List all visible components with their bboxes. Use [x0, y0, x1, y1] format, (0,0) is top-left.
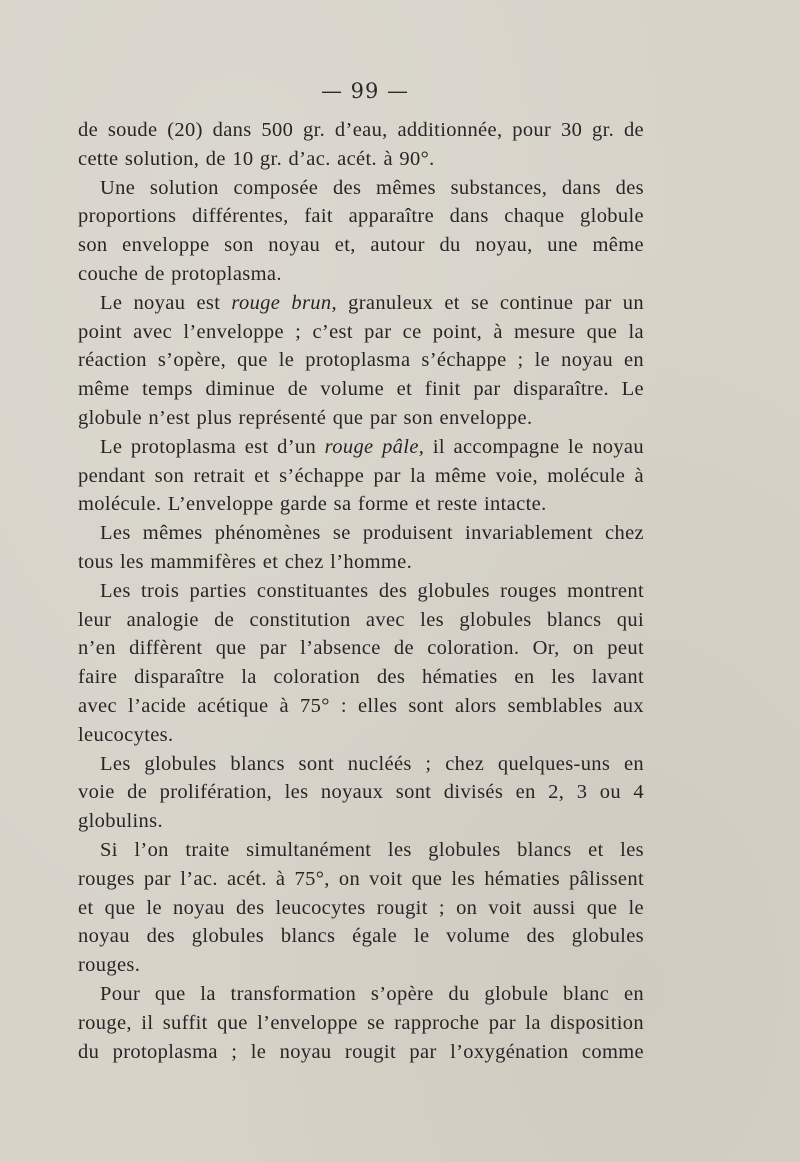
text-line: globulins. [78, 810, 163, 833]
page-number: — 99 — [320, 79, 410, 103]
text-line: du protoplasma ; le noyau rougit par l’oxygénation comme [78, 1040, 644, 1063]
text-line: Les globules blancs sont nucléés ; chez quelques-uns en [100, 752, 644, 775]
text-line: Pour que la transformation s’opère du globule blanc en [100, 982, 644, 1005]
paragraph-4 [78, 433, 644, 519]
text-line: tous les mammifères et chez l’homme. [78, 550, 413, 573]
text-run: granuleux et se continue par un [336, 291, 644, 314]
text-line: et que le noyau des leucocytes rougit ; on voit aussi que le [78, 896, 644, 919]
text-line: son enveloppe son noyau et, autour du noyau, une même [78, 234, 644, 257]
text-line: même temps diminue de volume et finit par disparaître. Le [78, 378, 644, 401]
text-line: cette solution, de 10 gr. d’ac. acét. à 90°. [78, 147, 435, 170]
text-line: Les mêmes phénomènes se produisent invariablement chez [100, 522, 644, 545]
paragraph-7 [78, 750, 644, 836]
text-line: proportions différentes, fait apparaître dans chaque globule [78, 205, 644, 228]
text-line: rouge, il suffit que l’enveloppe se rapproche par la disposition [78, 1011, 644, 1034]
text-line: avec l’acide acétique à 75° : elles sont alors semblables aux [78, 694, 644, 717]
text-line [78, 289, 644, 318]
text-line: couche de protoplasma. [78, 262, 282, 285]
text-line: Si l’on traite simultanément les globules blancs et les [100, 838, 644, 861]
text-line: globule n’est plus représenté que par son enveloppe. [78, 406, 533, 429]
text-line: Les trois parties constituantes des globules rouges montrent [100, 579, 644, 602]
text-line: pendant son retrait et s’échappe par la même voie, molécule à [78, 464, 644, 487]
text-line: point avec l’enveloppe ; c’est par ce point, à mesure que la [78, 320, 644, 343]
italic-run: rouge pâle, [324, 435, 425, 458]
paragraph-2 [78, 174, 644, 289]
text-run: il accompagne le noyau [424, 435, 644, 458]
text-line [78, 433, 644, 462]
text-run: Le noyau est [100, 291, 232, 314]
paragraph-1 [78, 116, 644, 174]
text-line: faire disparaître la coloration des hématies en les lavant [78, 666, 644, 689]
text-line: de soude (20) dans 500 gr. d’eau, additionnée, pour 30 gr. de [78, 119, 644, 141]
text-line: molécule. L’enveloppe garde sa forme et reste intacte. [78, 493, 547, 516]
text-line: noyau des globules blancs égale le volume des globules [78, 925, 644, 948]
text-run: Le protoplasma est d’un [100, 435, 325, 458]
text-line: voie de prolifération, les noyaux sont divisés en 2, 3 ou 4 [78, 781, 644, 804]
paragraph-5 [78, 519, 644, 577]
text-line: leucocytes. [78, 723, 174, 746]
text-line: n’en diffèrent que par l’absence de coloration. Or, on peut [78, 637, 644, 660]
body-text [78, 116, 644, 1066]
paragraph-3 [78, 289, 644, 433]
italic-run: rouge brun, [231, 291, 337, 314]
text-line: réaction s’opère, que le protoplasma s’échappe ; le noyau en [78, 349, 644, 372]
text-line: leur analogie de constitution avec les globules blancs qui [78, 608, 644, 631]
paragraph-8 [78, 836, 644, 980]
text-line: Une solution composée des mêmes substances, dans des [100, 176, 644, 199]
paragraph-6 [78, 577, 644, 750]
text-line: rouges par l’ac. acét. à 75°, on voit que les hématies pâlissent [78, 867, 644, 890]
text-line: rouges. [78, 954, 141, 977]
paragraph-9 [78, 980, 644, 1066]
